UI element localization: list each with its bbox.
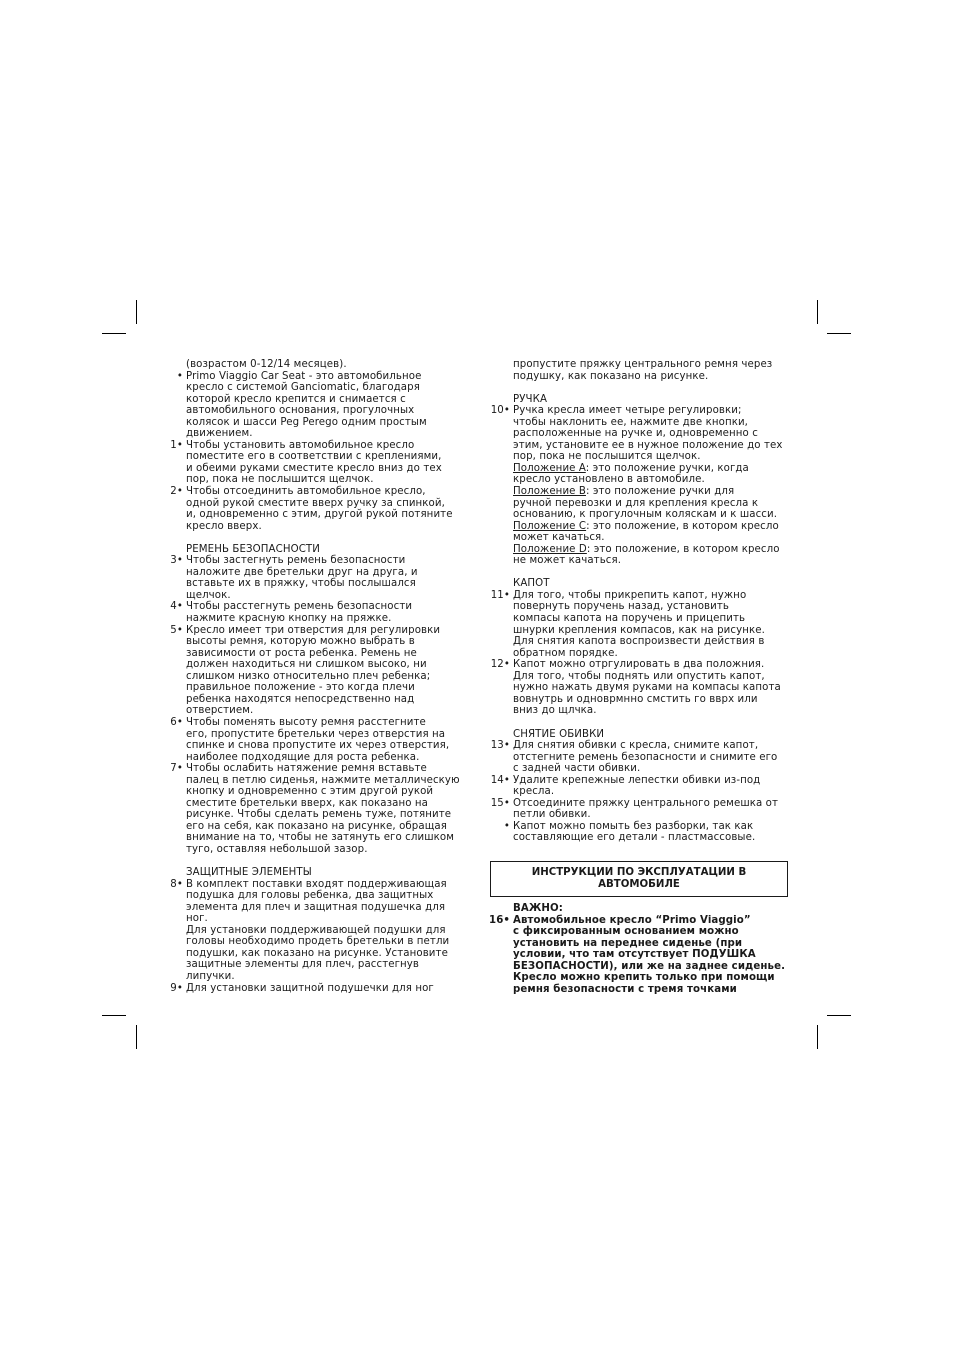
position-label: Положение B bbox=[513, 486, 586, 498]
item-number: 8• bbox=[170, 878, 183, 890]
text-line bbox=[513, 359, 798, 371]
list-item-start bbox=[170, 624, 471, 637]
list-item-start bbox=[170, 763, 471, 775]
line-text: кнопку и одновременно с этим другой рукой bbox=[186, 786, 434, 798]
text-line bbox=[186, 821, 471, 833]
section-heading-handle: РУЧКА bbox=[513, 393, 548, 405]
line-text: Для того, чтобы прикрепить капот, нужно bbox=[513, 589, 747, 601]
crop-mark-bottom-right-v bbox=[817, 1025, 818, 1049]
cover-block bbox=[490, 740, 798, 844]
line-text: головы необходимо продеть бретельки в петли bbox=[186, 936, 450, 948]
text-line bbox=[513, 926, 798, 938]
line-text: колясок и шасси Peg Perego одним простым bbox=[186, 416, 427, 428]
line-text: элемента для плеч и защитная подушечка для bbox=[186, 901, 446, 913]
right-column bbox=[490, 359, 798, 844]
line-text: Кресло можно крепить только при помощи bbox=[513, 972, 775, 984]
line-text: Капот можно помыть без разборки, так как bbox=[513, 820, 754, 832]
text-line bbox=[513, 949, 798, 961]
line-text: с фиксированным основанием можно bbox=[513, 926, 739, 938]
line-text: слишком низко относительно плеч ребенка; bbox=[186, 670, 431, 682]
line-text: составляющие его детали - пластмассовые. bbox=[513, 832, 756, 844]
text-line bbox=[186, 798, 471, 810]
line-text: условии, что там отсутствует ПОДУШКА bbox=[513, 949, 756, 961]
line-text: Чтобы застегнуть ремень безопасности bbox=[186, 555, 406, 567]
line-text: Капот можно отргулировать в два положния. bbox=[513, 659, 765, 671]
item-number: 2• bbox=[170, 486, 183, 498]
item-number: • bbox=[503, 820, 510, 832]
text-line bbox=[186, 567, 471, 579]
item-number: 15• bbox=[490, 797, 510, 809]
item-number: 4• bbox=[170, 601, 183, 613]
text-line bbox=[186, 463, 471, 475]
section-title-box bbox=[490, 861, 788, 897]
text-line bbox=[513, 752, 798, 764]
line-text: Отсоедините пряжку центрального ремешка от bbox=[513, 797, 779, 809]
list-item-start bbox=[503, 820, 798, 833]
hood-block bbox=[490, 589, 798, 717]
section-heading-protect: ЗАЩИТНЫЕ ЭЛЕМЕНТЫ bbox=[186, 867, 312, 879]
text-line bbox=[186, 682, 471, 694]
handle-position bbox=[513, 521, 798, 533]
text-line bbox=[186, 925, 471, 937]
line-text: палец в петлю сиденья, нажмите металлическую bbox=[186, 774, 460, 786]
text-line bbox=[513, 809, 798, 821]
line-text: расположенные на ручке и, одновременно с bbox=[513, 428, 758, 440]
line-text: липучки. bbox=[186, 970, 235, 982]
line-text: этим, установите ее в нужное положение до тех bbox=[513, 439, 783, 451]
item-number: 1• bbox=[170, 439, 183, 451]
list-item-start bbox=[170, 982, 471, 995]
line-text: правильное положение - это когда плечи bbox=[186, 682, 415, 694]
section-heading-cover: СНЯТИЕ ОБИВКИ bbox=[513, 728, 605, 740]
line-text: Для того, чтобы поднять или опустить капот, bbox=[513, 670, 765, 682]
text-line bbox=[186, 752, 471, 764]
line-text: установить на переднее сиденье (при bbox=[513, 937, 743, 949]
crop-mark-top-right-v bbox=[817, 300, 818, 324]
line-text: (возрастом 0-12/14 месяцев). bbox=[186, 359, 347, 370]
line-text: кресло с системой Ganciomatic, благодаря bbox=[186, 382, 420, 394]
list-item-start bbox=[489, 914, 798, 927]
text-line bbox=[186, 451, 471, 463]
text-line bbox=[186, 394, 471, 406]
text-line bbox=[186, 694, 471, 706]
line-text: петли обивки. bbox=[513, 809, 591, 821]
text-line bbox=[186, 971, 471, 983]
line-text: одной рукой сместите вверх ручку за спинкой, bbox=[186, 497, 445, 509]
item-number: 14• bbox=[490, 774, 510, 786]
line-text: кресло вверх. bbox=[186, 520, 262, 532]
item-number: 12• bbox=[490, 659, 510, 671]
text-line bbox=[186, 474, 471, 486]
line-text: его, пропустите бретельки через отверстия на bbox=[186, 728, 446, 740]
line-text: отстегните ремень безопасности и снимите его bbox=[513, 751, 778, 763]
text-line bbox=[513, 648, 798, 660]
text-line: может качаться. bbox=[513, 532, 605, 544]
text-line bbox=[186, 613, 471, 625]
line-text: вовнутрь и одноврмнно смстить го вврх или bbox=[513, 693, 758, 705]
handle-position bbox=[513, 463, 798, 475]
text-line bbox=[513, 451, 798, 463]
text-line bbox=[186, 636, 471, 648]
item-number: 6• bbox=[170, 716, 183, 728]
handle-position bbox=[513, 544, 798, 556]
text-line bbox=[186, 417, 471, 429]
list-item-start bbox=[170, 716, 471, 729]
line-text: подушка для головы ребенка, два защитных bbox=[186, 890, 434, 902]
line-text: кресла. bbox=[513, 786, 555, 798]
text-line bbox=[186, 902, 471, 914]
line-text: Для снятия обивки с кресла, снимите капот, bbox=[513, 740, 759, 752]
text-line bbox=[186, 729, 471, 741]
item-number: • bbox=[176, 370, 183, 382]
text-line bbox=[186, 659, 471, 671]
text-line bbox=[186, 775, 471, 787]
text-line bbox=[513, 682, 798, 694]
line-text: туго, оставляя небольшой зазор. bbox=[186, 843, 368, 855]
text-line bbox=[186, 705, 471, 717]
text-line bbox=[186, 844, 471, 856]
line-text: пор, пока не послышится щелчок. bbox=[186, 474, 374, 486]
line-text: поместите его в соответствии с креплениями, bbox=[186, 451, 442, 463]
line-text: шнурки крепления компасов, как на рисунке. bbox=[513, 624, 765, 636]
text-line bbox=[513, 417, 798, 429]
text-line bbox=[513, 786, 798, 798]
important-heading: ВАЖНО: bbox=[513, 903, 563, 914]
text-line bbox=[186, 498, 471, 510]
text-line bbox=[186, 509, 471, 521]
line-text: Чтобы ослабить натяжение ремня вставьте bbox=[186, 763, 427, 775]
line-text: отверстием. bbox=[186, 705, 254, 717]
line-text: повернуть поручень назад, установить bbox=[513, 601, 730, 613]
line-text: должен находиться ни слишком высоко, ни bbox=[186, 659, 427, 671]
item-number: 13• bbox=[490, 740, 510, 752]
text-line bbox=[513, 984, 798, 996]
text-line bbox=[186, 521, 471, 533]
line-text: нажмите красную кнопку на пряжке. bbox=[186, 613, 392, 625]
text-line bbox=[186, 890, 471, 902]
protect-block bbox=[170, 878, 471, 994]
text-line bbox=[186, 405, 471, 417]
box-title-line2: АВТОМОБИЛЕ bbox=[598, 878, 680, 890]
text-line bbox=[186, 948, 471, 960]
text-line bbox=[186, 671, 471, 683]
item-number: 11• bbox=[490, 589, 510, 601]
line-text: Чтобы отсоединить автомобильное кресло, bbox=[186, 486, 426, 498]
list-item-start bbox=[490, 774, 798, 787]
list-item-start bbox=[170, 601, 471, 613]
position-label: Положение D bbox=[513, 543, 587, 555]
box-title-line1: ИНСТРУКЦИИ ПО ЭКСПЛУАТАЦИИ В bbox=[531, 867, 747, 878]
list-item-start bbox=[170, 555, 471, 567]
line-text: В комплект поставки входят поддерживающая bbox=[186, 878, 447, 890]
text-line: не может качаться. bbox=[513, 555, 622, 567]
line-text: Чтобы установить автомобильное кресло bbox=[186, 439, 415, 451]
text-line bbox=[186, 428, 471, 440]
text-line bbox=[513, 371, 798, 383]
text-line bbox=[513, 938, 798, 950]
item-number: 9• bbox=[170, 982, 183, 994]
list-item-start bbox=[490, 405, 798, 417]
line-text: щелчок. bbox=[186, 589, 231, 601]
text-line bbox=[186, 590, 471, 602]
position-desc: : это положение ручки, когда bbox=[585, 462, 749, 474]
text-line bbox=[186, 913, 471, 925]
list-item-start bbox=[490, 589, 798, 602]
line-text: нужно нажать двумя руками на компасы капота bbox=[513, 682, 781, 694]
text-line bbox=[186, 936, 471, 948]
line-text: Ручка кресла имеет четыре регулировки; bbox=[513, 405, 742, 417]
handle-position bbox=[513, 486, 798, 498]
text-line: кресло установлено в автомобиле. bbox=[513, 474, 705, 486]
position-desc: : это положение, в котором кресло bbox=[586, 520, 779, 532]
line-text: пор, пока не послышится щелчок. bbox=[513, 451, 701, 463]
text-line bbox=[186, 832, 471, 844]
list-item-start bbox=[176, 370, 471, 383]
text-line bbox=[186, 786, 471, 798]
text-line bbox=[513, 694, 798, 706]
position-desc: : это положение ручки для bbox=[585, 486, 735, 498]
line-text: обратном порядке. bbox=[513, 647, 618, 659]
line-text: наиболее подходящие для роста ребенка. bbox=[186, 751, 420, 763]
text-line bbox=[186, 809, 471, 821]
line-text: и обеими руками сместите кресло вниз до тех bbox=[186, 462, 442, 474]
text-line bbox=[513, 832, 798, 844]
text-line: ручной перевозки и для крепления кресла к bbox=[513, 497, 759, 509]
line-text: рисунке. Чтобы сделать ремень туже, потяните bbox=[186, 809, 452, 821]
line-text: подушки, как показано на рисунке. Установите bbox=[186, 947, 448, 959]
crop-mark-bottom-right-h bbox=[827, 1015, 851, 1016]
crop-mark-top-left-v bbox=[136, 300, 137, 324]
text-line bbox=[513, 705, 798, 717]
item-number: 16• bbox=[489, 914, 510, 926]
item-number: 10• bbox=[490, 405, 510, 417]
list-item-start bbox=[490, 797, 798, 810]
list-item-start bbox=[490, 740, 798, 752]
line-text: Для установки защитной подушечки для ног bbox=[186, 982, 434, 994]
text-line bbox=[186, 382, 471, 394]
text-line: основанию, к прогулочным коляскам и к шасси. bbox=[513, 509, 778, 521]
section-heading-hood: КАПОТ bbox=[513, 578, 550, 590]
handle-block bbox=[490, 405, 798, 463]
line-text: сместите бретельки вверх, как показано на bbox=[186, 797, 429, 809]
line-text: чтобы наклонить ее, нажмите две кнопки, bbox=[513, 416, 749, 428]
text-line bbox=[186, 740, 471, 752]
section-heading-belt: РЕМЕНЬ БЕЗОПАСНОСТИ bbox=[186, 543, 320, 555]
text-line bbox=[513, 613, 798, 625]
intro-block-right bbox=[513, 359, 798, 382]
line-text: Чтобы расстегнуть ремень безопасности bbox=[186, 601, 413, 613]
text-line bbox=[513, 428, 798, 440]
line-text: его на себя, как показано на рисунке, обращая bbox=[186, 820, 447, 832]
line-text: подушку, как показано на рисунке. bbox=[513, 370, 709, 382]
list-item-start bbox=[170, 486, 471, 498]
crop-mark-top-right-h bbox=[827, 333, 851, 334]
text-line bbox=[513, 961, 798, 973]
line-text: высоты ремня, которую можно выбрать в bbox=[186, 636, 415, 648]
line-text: и, одновременно с этим, другой рукой потяните bbox=[186, 509, 453, 521]
list-item-start bbox=[170, 439, 471, 452]
line-text: Удалите крепежные лепестки обивки из-под bbox=[513, 774, 761, 786]
line-text: Для снятия капота воспроизвести действия в bbox=[513, 636, 765, 648]
line-text: пропустите пряжку центрального ремня через bbox=[513, 359, 773, 370]
text-line bbox=[513, 671, 798, 683]
belt-block bbox=[170, 555, 471, 855]
position-desc: : это положение, в котором кресло bbox=[586, 543, 780, 555]
text-line bbox=[513, 440, 798, 452]
line-text: компасы капота на поручень и прицепить bbox=[513, 613, 746, 625]
text-line bbox=[513, 972, 798, 984]
text-line bbox=[513, 625, 798, 637]
line-text: вниз до щлчка. bbox=[513, 705, 597, 717]
line-text: движением. bbox=[186, 428, 253, 440]
text-line bbox=[186, 578, 471, 590]
left-column bbox=[170, 359, 471, 994]
crop-mark-bottom-left-h bbox=[102, 1015, 126, 1016]
position-label: Положение A bbox=[513, 462, 586, 474]
line-text: Кресло имеет три отверстия для регулировки bbox=[186, 624, 441, 636]
line-text: Primo Viaggio Car Seat - это автомобильное bbox=[186, 370, 422, 382]
handle-positions bbox=[513, 463, 798, 567]
line-text: автомобильного основания, прогулочных bbox=[186, 405, 415, 417]
line-text: наложите две бретельки друг на друга, и bbox=[186, 566, 418, 578]
line-text: защитные элементы для плеч, расстегнув bbox=[186, 959, 420, 971]
line-text: зависимости от роста ребенка. Ремень не bbox=[186, 647, 417, 659]
intro-block bbox=[170, 359, 471, 532]
line-text: Для установки поддерживающей подушки для bbox=[186, 924, 446, 936]
important-lines bbox=[489, 914, 798, 996]
line-text: внимание на то, чтобы не затянуть его слишком bbox=[186, 832, 455, 844]
item-number: 7• bbox=[170, 763, 183, 775]
item-number: 3• bbox=[170, 555, 183, 567]
line-text: Автомобильное кресло “Primo Viaggio” bbox=[513, 914, 751, 926]
line-text: Чтобы поменять высоту ремня расстегните bbox=[186, 716, 426, 728]
line-text: с задней части обивки. bbox=[513, 763, 641, 775]
text-line bbox=[513, 636, 798, 648]
line-text: спинке и снова пропустите их через отверстия, bbox=[186, 740, 450, 752]
important-block bbox=[489, 903, 798, 995]
text-line bbox=[186, 959, 471, 971]
position-label: Положение C bbox=[513, 520, 587, 532]
line-text: БЕЗОПАСНОСТИ), или же на заднее сиденье. bbox=[513, 960, 786, 972]
line-text: вставьте их в пряжку, чтобы послышался bbox=[186, 578, 416, 590]
line-text: которой кресло крепится и снимается с bbox=[186, 393, 406, 405]
line-text: ног. bbox=[186, 913, 208, 925]
text-line bbox=[186, 648, 471, 660]
text-line bbox=[186, 359, 471, 371]
line-text: ремня безопасности с тремя точками bbox=[513, 983, 737, 995]
list-item-start bbox=[490, 659, 798, 671]
crop-mark-bottom-left-v bbox=[136, 1025, 137, 1049]
line-text: ребенка находятся непосредственно над bbox=[186, 693, 415, 705]
crop-mark-top-left-h bbox=[102, 333, 126, 334]
item-number: 5• bbox=[170, 624, 183, 636]
text-line bbox=[513, 763, 798, 775]
list-item-start bbox=[170, 878, 471, 891]
text-line bbox=[513, 601, 798, 613]
